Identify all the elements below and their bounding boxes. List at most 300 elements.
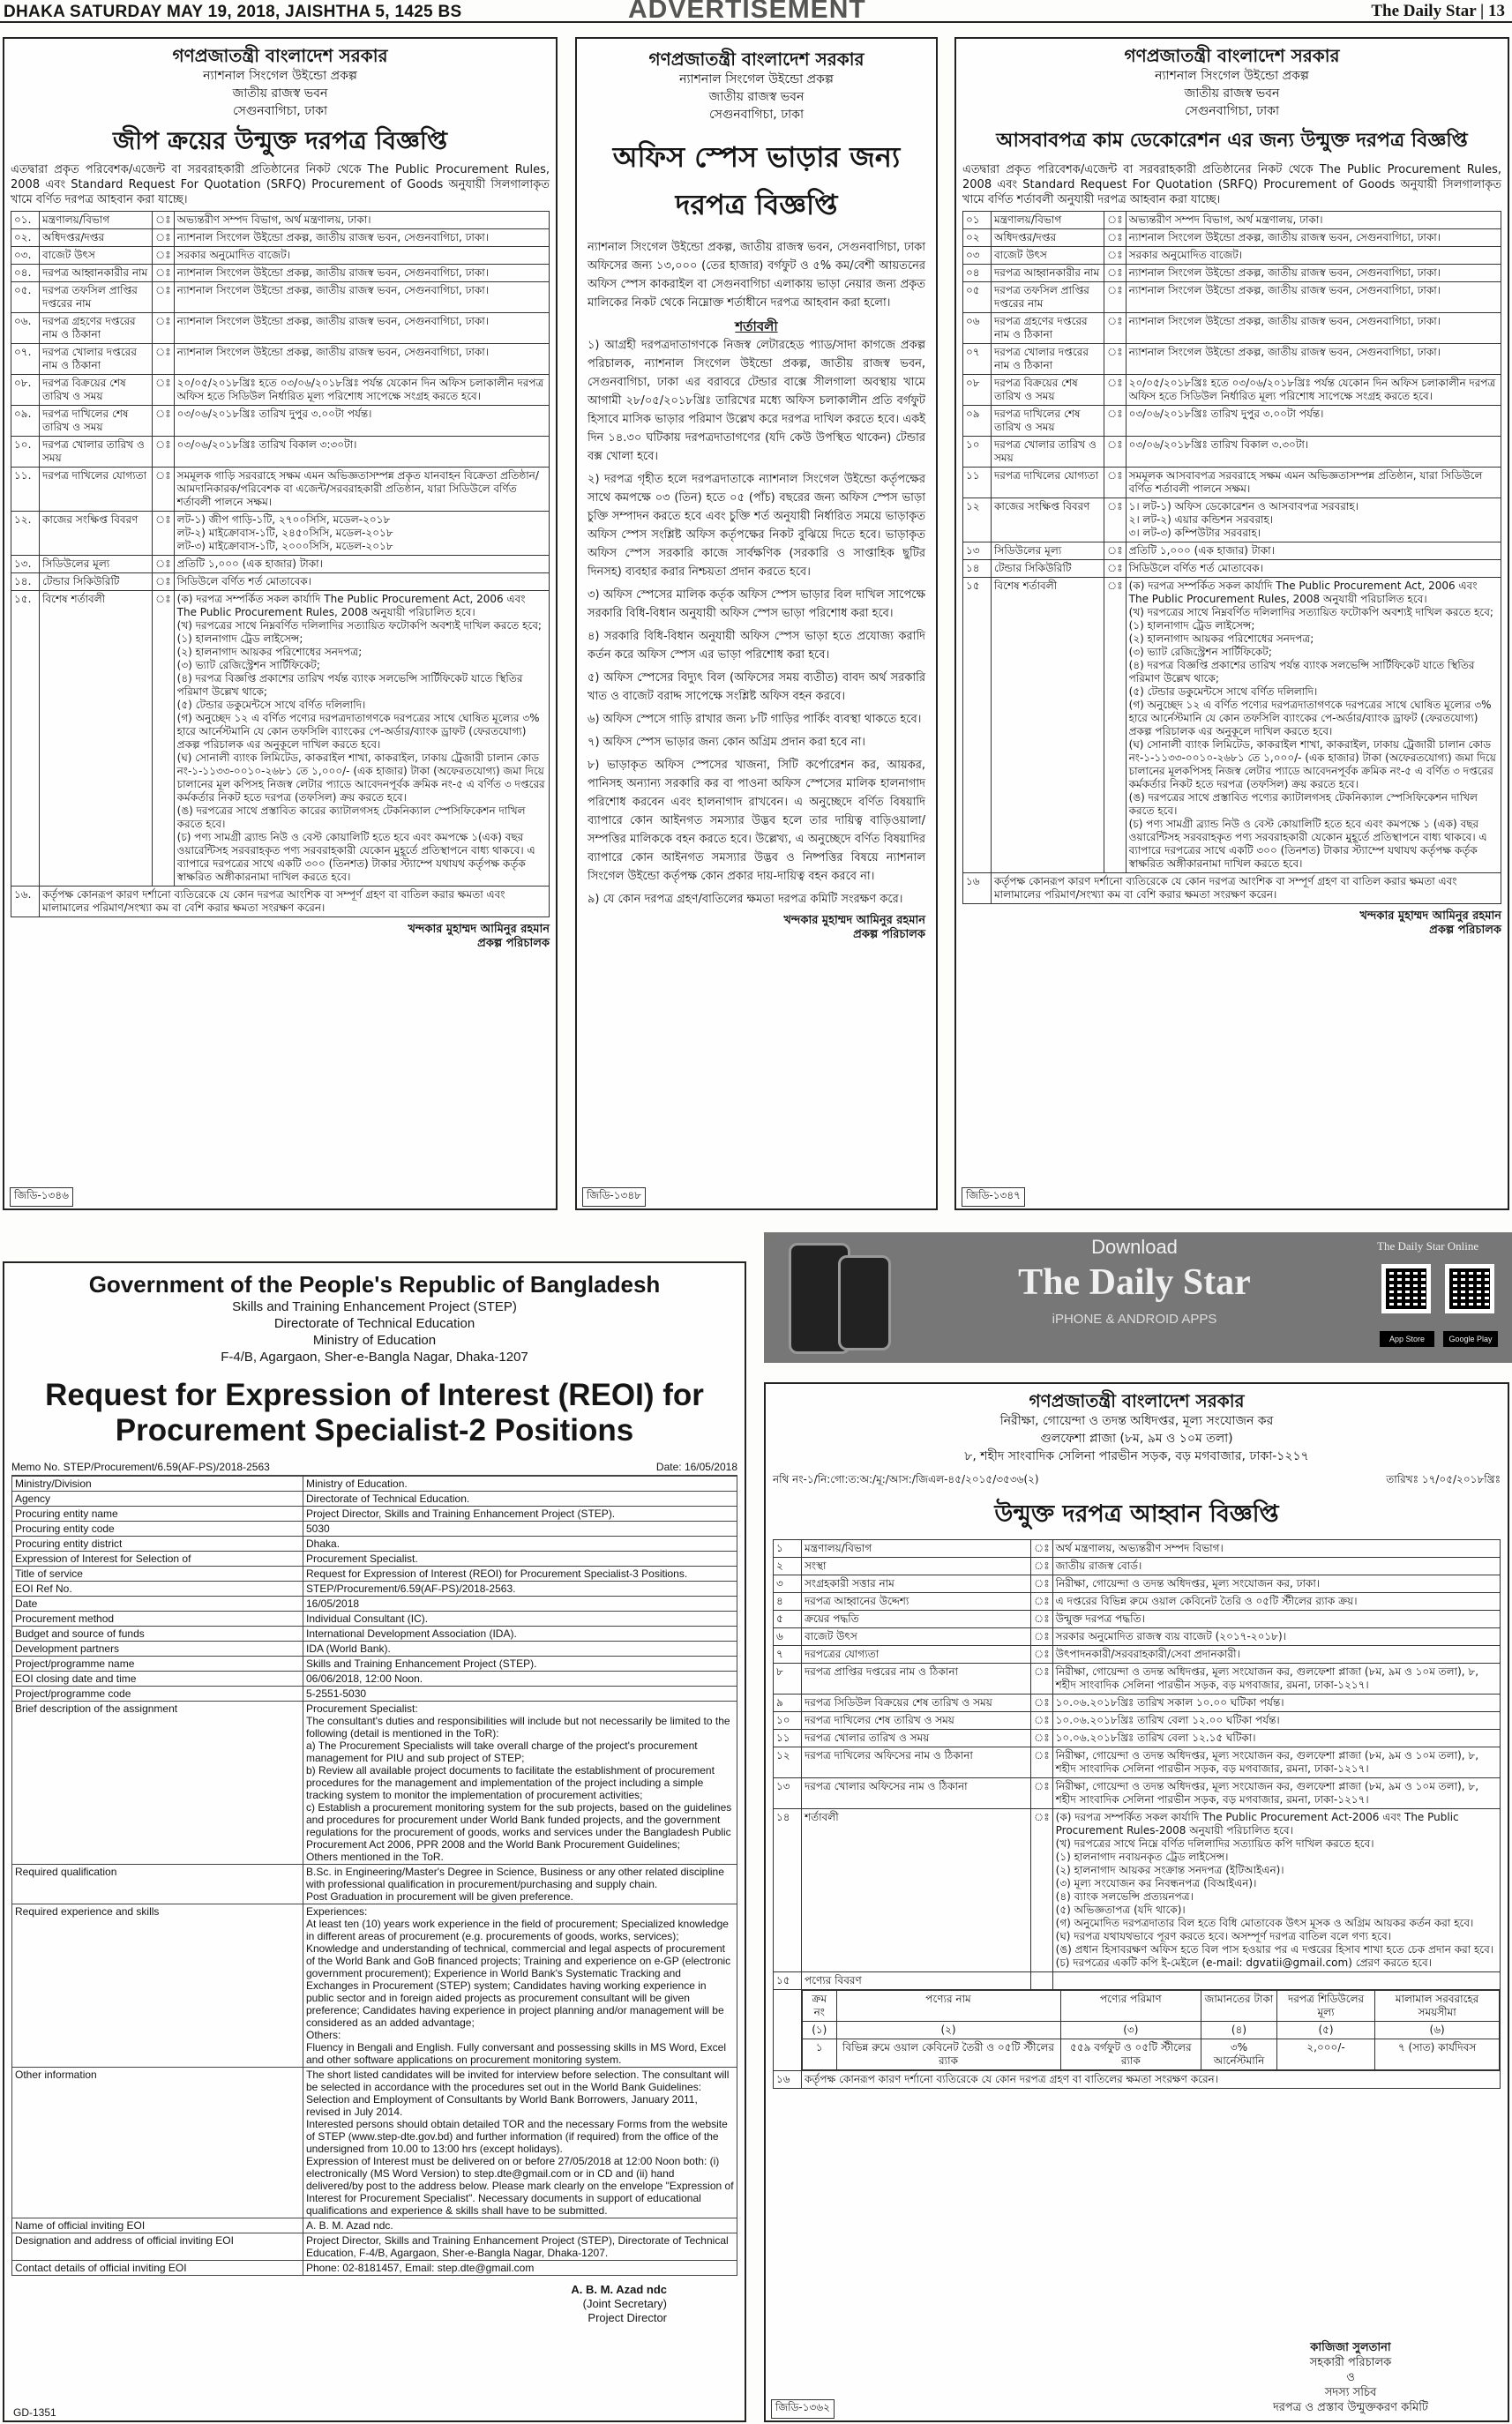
- row-label: দরপত্র আহ্বানকারীর নাম: [992, 265, 1104, 282]
- table-row: [12, 1492, 737, 1507]
- gov-heading: গণপ্রজাতন্ত্রী বাংলাদেশ সরকার: [172, 45, 388, 66]
- row-number: ১২: [963, 498, 992, 542]
- row-number: ০৭: [963, 344, 992, 375]
- row-value: ন্যাশনাল সিংগেল উইন্ডো প্রকল্প, জাতীয় রাজস্ব ভবন, সেগুনবাগিচা, ঢাকা।: [174, 313, 549, 344]
- row-label: দরপত্র খোলার তারিখ ও সময়: [802, 1730, 1031, 1747]
- row-value: ন্যাশনাল সিংগেল উইন্ডো প্রকল্প, জাতীয় রাজস্ব ভবন, সেগুনবাগিচা, ঢাকা।: [1126, 313, 1501, 344]
- row-value: সিডিউলে বর্ণিত শর্ত মোতাবেক।: [1126, 560, 1501, 578]
- row-label: টেন্ডার সিকিউরিটি: [40, 573, 153, 591]
- term-item: ৫) অফিস স্পেসের বিদ্যুৎ বিল (অফিসের সময় ব্যতীত) বাবদ অর্থ সরকারি খাত ও বাজেট বরাদ্দ সাপেক্ষে সংশ্লিষ্ট অফিস বহন করবে।: [588, 671, 925, 703]
- signatory-name: খন্দকার মুহাম্মদ আমিনুর রহমান: [783, 914, 925, 927]
- table-row: ১২ কাজের সংক্ষিপ্ত বিবরণ ঃ ১। লট-১) অফিস ডেকোরেশন ও আসবাবপত্র সরবরাহ। ২। লট-২) এয়ার কন্ডিশন সরবরাহ। ৩। লট-৩) কম্পিউটার সরবরাহ।: [963, 498, 1501, 542]
- memo-date: Date: 16/05/2018: [655, 1461, 737, 1473]
- row-number: ১৪: [963, 560, 992, 578]
- row-value: ন্যাশনাল সিংগেল উইন্ডো প্রকল্প, জাতীয় রাজস্ব ভবন, সেগুনবাগিচা, ঢাকা।: [174, 282, 549, 313]
- row-value: ২০/০৫/২০১৮খ্রিঃ হতে ০৩/০৬/২০১৮খ্রিঃ পর্যন্ত যেকোন দিন অফিস চলাকালীন দরপত্র অফিস হতে সিডিউল নির্ধারিত মূল্য পরিশোধ সাপেক্ষে সংগ্রহ করতে হবে।: [1126, 375, 1501, 406]
- ad-brand-logo: The Daily Star: [1018, 1262, 1251, 1303]
- project-name: ন্যাশনাল সিংগেল উইন্ডো প্রকল্প: [679, 72, 834, 86]
- row-value: অভ্যন্তরীণ সম্পদ বিভাগ, অর্থ মন্ত্রণালয়, ঢাকা।: [1126, 212, 1501, 229]
- project-name: ন্যাশনাল সিংগেল উইন্ডো প্রকল্প: [203, 69, 357, 83]
- row-label: দরপত্র বিক্রয়ের শেষ তারিখ ও সময়: [992, 375, 1104, 406]
- row-label: মন্ত্রণালয়/বিভাগ: [992, 212, 1104, 229]
- row-number: ০৩.: [11, 247, 40, 265]
- table-row: ১৪ টেন্ডার সিকিউরিটি ঃ সিডিউলে বর্ণিত শর্ত মোতাবেক।: [963, 560, 1501, 578]
- row-label: EOI closing date and time: [12, 1672, 303, 1687]
- row-label: কাজের সংক্ষিপ্ত বিবরণ: [40, 512, 153, 556]
- goods-cell: ক্রম নং: [803, 1991, 837, 2022]
- section-title: ADVERTISEMENT: [628, 0, 866, 23]
- row-label: সংস্থা: [802, 1558, 1031, 1575]
- row-label: কাজের সংক্ষিপ্ত বিবরণ: [992, 498, 1104, 542]
- row-value: 5030: [303, 1522, 737, 1537]
- gd-code: জিডি-১৩৬২: [771, 2399, 835, 2419]
- row-label: বাজেট উৎস: [992, 247, 1104, 265]
- row-label: মন্ত্রণালয়/বিভাগ: [802, 1540, 1031, 1558]
- row-label: দরপত্র দাখিলের শেষ তারিখ ও সময়: [992, 406, 1104, 437]
- table-row: ০৫ দরপত্র তফসিল প্রাপ্তির দপ্তরের নাম ঃ ন্যাশনাল সিংগেল উইন্ডো প্রকল্প, জাতীয় রাজস্ব ভবন, সেগুনবাগিচা, ঢাকা।: [963, 282, 1501, 313]
- row-number: ০৫: [963, 282, 992, 313]
- row-value: Skills and Training Enhancement Project (STEP).: [303, 1657, 737, 1672]
- row-label: বিশেষ শর্তাবলী: [992, 578, 1104, 873]
- row-number: ১৪.: [11, 573, 40, 591]
- row-label: Procurement method: [12, 1612, 303, 1627]
- row-label: দরপত্র আহ্বানকারীর নাম: [40, 265, 153, 282]
- row-label: দরপত্র খোলার অফিসের নাম ও ঠিকানা: [802, 1778, 1031, 1809]
- notice-intro: এতদ্বারা প্রকৃত পরিবেশক/এজেন্ট বা সরবরাহকারী প্রতিষ্ঠানের নিকট থেকে The Public Procurement Rules, 2008 এবং Standard Request For Quotation (SRFQ) Procurement of Goods অনুযায়ী সিলগালাকৃত খামে বর্ণিত দরপত্র আহবান করা যাচ্ছে।: [11, 163, 550, 206]
- row-value: প্রতিটি ১,০০০ (এক হাজার) টাকা।: [1126, 542, 1501, 560]
- table-row: [12, 1702, 737, 1865]
- row-value: 16/05/2018: [303, 1597, 737, 1612]
- term-item: ৭) অফিস স্পেস ভাড়ার জন্য কোন অগ্রিম প্রদান করা হবে না।: [588, 736, 865, 749]
- table-row: ৯ দরপত্র সিডিউল বিক্রয়ের শেষ তারিখ ও সময় ঃ ১০.০৬.২০১৮খ্রিঃ তারিখ সকাল ১০.০০ ঘটিকা পর্যন্ত।: [774, 1695, 1501, 1712]
- office-address: ৮, শহীদ সাংবাদিক সেলিনা পারভীন সড়ক, বড় মগবাজার, ঢাকা-১২১৭: [964, 1449, 1309, 1463]
- row-number: ১৫: [963, 578, 992, 873]
- qr-code-icon[interactable]: [1445, 1264, 1494, 1313]
- row-number: ৭: [774, 1646, 802, 1664]
- row-label: Project/programme name: [12, 1657, 303, 1672]
- row-number: ০৪: [963, 265, 992, 282]
- row-value: Procurement Specialist.: [303, 1552, 737, 1567]
- goods-cell: (৫): [1276, 2022, 1374, 2039]
- row-number: ১০: [963, 437, 992, 468]
- table-row: ০৬ দরপত্র গ্রহণের দপ্তরের নাম ও ঠিকানা ঃ ন্যাশনাল সিংগেল উইন্ডো প্রকল্প, জাতীয় রাজস্ব ভবন, সেগুনবাগিচা, ঢাকা।: [963, 313, 1501, 344]
- row-value: এ দপ্তরের বিভিন্ন রুমে ওয়াল কেবিনেট তৈরি ও ০৫টি স্টীলের র‍্যাক ক্রয়।: [1052, 1593, 1500, 1611]
- row-label: Name of official inviting EOI: [12, 2218, 303, 2233]
- signatory-title: Project Director: [588, 2311, 667, 2324]
- row-label: অধিদপ্তর/দপ্তর: [40, 229, 153, 247]
- row-number: ০৯: [963, 406, 992, 437]
- row-number: ১১: [963, 468, 992, 498]
- row-value: 06/06/2018, 12:00 Noon.: [303, 1672, 737, 1687]
- row-label: দরপত্র খোলার তারিখ ও সময়: [40, 437, 153, 468]
- table-row: ২ সংস্থা ঃ জাতীয় রাজস্ব বোর্ড।: [774, 1558, 1501, 1575]
- table-row: [12, 1865, 737, 1904]
- notice-title: জীপ ক্রয়ের উন্মুক্ত দরপত্র বিজ্ঞপ্তি: [113, 126, 447, 155]
- goods-cell: ৩% আর্নেস্টমানি: [1201, 2039, 1277, 2070]
- goods-cell: ১: [803, 2039, 837, 2070]
- app-store-badge[interactable]: App Store: [1380, 1331, 1434, 1347]
- row-label: Date: [12, 1597, 303, 1612]
- table-row: ৭ দরপত্রের যোগ্যতা ঃ উৎপাদনকারী/সরবরাহকারী/সেবা প্রদানকারী।: [774, 1646, 1501, 1664]
- table-row: ০৪. দরপত্র আহ্বানকারীর নাম ঃ ন্যাশনাল সিংগেল উইন্ডো প্রকল্প, জাতীয় রাজস্ব ভবন, সেগুনবাগিচা, ঢাকা।: [11, 265, 550, 282]
- row-label: দরপত্র দাখিলের শেষ তারিখ ও সময়: [40, 406, 153, 437]
- row-label: অধিদপ্তর/দপ্তর: [992, 229, 1104, 247]
- table-row: [12, 1567, 737, 1582]
- goods-cell: বিভিন্ন রুমে ওয়াল কেবিনেট তৈরী ও ০৫টি স্টীলের র‍্যাক: [836, 2039, 1060, 2070]
- table-row: ০২ অধিদপ্তর/দপ্তর ঃ ন্যাশনাল সিংগেল উইন্ডো প্রকল্প, জাতীয় রাজস্ব ভবন, সেগুনবাগিচা, ঢাকা।: [963, 229, 1501, 247]
- table-row: [12, 1507, 737, 1522]
- row-value: ২০/০৫/২০১৮খ্রিঃ হতে ০৩/০৬/২০১৮খ্রিঃ পর্যন্ত যেকোন দিন অফিস চলাকালীন দরপত্র অফিস হতে সিডিউল নির্ধারিত মূল্য পরিশোধ সাপেক্ষে সংগ্রহ করতে হবে।: [174, 375, 549, 406]
- row-number: ০৫.: [11, 282, 40, 313]
- row-label: Agency: [12, 1492, 303, 1507]
- terms-list: [588, 336, 925, 909]
- row-number: ০৯.: [11, 406, 40, 437]
- table-row: [12, 2233, 737, 2261]
- table-row: ৪ দরপত্র আহ্বানের উদ্দেশ্য ঃ এ দপ্তরের বিভিন্ন রুমে ওয়াল কেবিনেট তৈরি ও ০৫টি স্টীলের র‍্যাক ক্রয়।: [774, 1593, 1501, 1611]
- row-value: Dhaka.: [303, 1537, 737, 1552]
- row-value: সমমূলক গাড়ি সরবরাহে সক্ষম এমন অভিজ্ঞতাসম্পন্ন প্রকৃত যানবাহন বিক্রেতা প্রতিষ্ঠান/আমদানিকারক/পরিবেশক বা এজেন্ট/সরবরাহকারী প্রতিষ্ঠান, যারা সিডিউলে বর্ণিত শর্তাবলী পালনে সক্ষম।: [174, 468, 549, 512]
- row-label: দরপত্র খোলার তারিখ ও সময়: [992, 437, 1104, 468]
- tender-table: [11, 211, 550, 917]
- table-row: ০২. অধিদপ্তর/দপ্তর ঃ ন্যাশনাল সিংগেল উইন্ডো প্রকল্প, জাতীয় রাজস্ব ভবন, সেগুনবাগিচা, ঢাকা।: [11, 229, 550, 247]
- row-label: Budget and source of funds: [12, 1627, 303, 1642]
- goods-cell: জামানতের টাকা: [1201, 1991, 1277, 2022]
- table-row: ০৬. দরপত্র গ্রহণের দপ্তরের নাম ও ঠিকানা ঃ ন্যাশনাল সিংগেল উইন্ডো প্রকল্প, জাতীয় রাজস্ব ভবন, সেগুনবাগিচা, ঢাকা।: [11, 313, 550, 344]
- row-number: ২: [774, 1558, 802, 1575]
- notice-intro: ন্যাশনাল সিংগেল উইন্ডো প্রকল্প, জাতীয় রাজস্ব ভবন, সেগুনবাগিচা, ঢাকা অফিসের জন্য ১৩,০০০ (তের হাজার) বর্গফুট ও ৫% কম/বেশী আয়তনের অফিস স্পেস কাকরাইল বা সেগুনবাগিচা এলাকায় ভাড়া নেয়ার জন্য প্রকৃত মালিকের নিকট থেকে নিম্নোক্ত শর্তাধীনে দরপত্র আহবান করা হলো।: [588, 241, 925, 310]
- table-row: [12, 1522, 737, 1537]
- row-number: ১৩.: [11, 556, 40, 573]
- row-label: EOI Ref No.: [12, 1582, 303, 1597]
- table-row: ০১ মন্ত্রণালয়/বিভাগ ঃ অভ্যন্তরীণ সম্পদ বিভাগ, অর্থ মন্ত্রণালয়, ঢাকা।: [963, 212, 1501, 229]
- row-value: Experiences: At least ten (10) years work experience in the field of procurement; Specialized knowledge in different areas of procurement (e.g. procurements of goods, works, services); Knowledge and understanding of technical, commercial and legal aspects of procurement of the World Bank and GoB financed projects; Training and experience on e-GP (electronic government procurement); Experience in World Bank's Systematic Tracking and Exchanges in Procurement (STEP) system; Candidates having working experience in public sector and in foreign aided projects as procurement consultant will be given preference; Candidates having experience in project planning and/or management will be considered as an added advantage; Others: Fluency in Bengali and English. Fully conversant and possessing skills in MS Word, Excel and other software applications on procurement monitoring system.: [303, 1904, 737, 2068]
- table-row: ১০. দরপত্র খোলার তারিখ ও সময় ঃ ০৩/০৬/২০১৮খ্রিঃ তারিখ বিকাল ৩:৩০টা।: [11, 437, 550, 468]
- row-number: ১৬: [774, 2071, 802, 2089]
- table-row: ০৯ দরপত্র দাখিলের শেষ তারিখ ও সময় ঃ ০৩/০৬/২০১৮খ্রিঃ তারিখ দুপুর ৩.০০টা পর্যন্ত।: [963, 406, 1501, 437]
- row-label: বাজেট উৎস: [802, 1628, 1031, 1646]
- terms-heading: শর্তাবলী: [735, 318, 778, 334]
- goods-cell: পণ্যের পরিমাণ: [1060, 1991, 1201, 2022]
- ministry-name: Ministry of Education: [312, 1333, 437, 1348]
- signatory-name: খন্দকার মুহাম্মদ আমিনুর রহমান: [408, 923, 550, 936]
- office-name: জাতীয় রাজস্ব ভবন: [1184, 86, 1280, 101]
- row-value: The short listed candidates will be invited for interview before selection. The consultant will be selected in accordance with the procedures set out in the World Bank Guidelines: Selection and Employment of Consultants by World Bank Borrowers, January 2011, revised in July 2014. Interested persons should obtain detailed TOR and the necessary Forms from the website of STEP (www.step-dte.gov.bd) and further information (if required) from the office of the undersigned from 10.00 to 13:00 hrs (except holidays). Expression of Interest must be delivered on or before 27/05/2018 at 12:00 Noon both: (i) electronically (MS Word Version) to step.dte@gmail.com or in CD and (ii) hand delivered/by post to the address below. Please mark clearly on the envelope "Expression of Interest for Procurement Specialist". Necessary documents in support of educational qualifications and experience & skills shall have to be submitted.: [303, 2068, 737, 2218]
- row-value: A. B. M. Azad ndc.: [303, 2218, 737, 2233]
- row-value: অর্থ মন্ত্রণালয়, অভ্যন্তরীণ সম্পদ বিভাগ।: [1052, 1540, 1500, 1558]
- row-label: দরপত্রের যোগ্যতা: [802, 1646, 1031, 1664]
- row-number: ০২: [963, 229, 992, 247]
- row-label: Brief description of the assignment: [12, 1702, 303, 1865]
- row-label: দরপত্র দাখিলের শেষ তারিখ ও সময়: [802, 1712, 1031, 1730]
- row-value: Project Director, Skills and Training Enhancement Project (STEP).: [303, 1507, 737, 1522]
- notice-vat-cabinet: [764, 1382, 1509, 2422]
- table-row: ১১ দরপত্র দাখিলের যোগ্যতা ঃ সমমূলক আসবাবপত্র সরবরাহে সক্ষম এমন অভিজ্ঞতাসম্পন্ন প্রতিষ্ঠান, যারা সিডিউলে বর্ণিত শর্তাবলী পালনে সক্ষম।: [963, 468, 1501, 498]
- term-item: ৬) অফিস স্পেসে গাড়ি রাখার জন্য ৮টি গাড়ির পার্কিং ব্যবস্থা থাকতে হবে।: [588, 713, 922, 726]
- table-row: [963, 873, 1501, 904]
- term-item: ১) আগ্রহী দরপত্রদাতাগণকে নিজস্ব লেটারহেড প্যাড/সাদা কাগজে প্রকল্প পরিচালক, ন্যাশনাল সিংগেল উইন্ডো প্রকল্প, জাতীয় রাজস্ব ভবন, সেগুনবাগিচা, ঢাকা এর বরাবরে টেন্ডার বাক্সে সীলগালা অবস্থায় খামে আগামী ২৮/০৫/২০১৮খ্রিঃ তারিখের মধ্যে অফিস চলাকালীন প্রতি বর্গফুট হিসাবে মাসিক ভাড়ার পরিমাণ উল্লেখ করে দরপত্র দাখিল করতে হবে। একই দিন ১৪.৩০ ঘটিকায় দরপত্রদাতাগণের (যদি কেউ উপস্থিত থাকেন) টেন্ডার বক্স খোলা হবে।: [588, 339, 925, 463]
- table-row: ৮ দরপত্র প্রাপ্তির দপ্তরের নাম ও ঠিকানা ঃ নিরীক্ষা, গোয়েন্দা ও তদন্ত অধিদপ্তর, মূল্য সংযোজন কর, গুলফেশা প্লাজা (৮ম, ৯ম ও ১০ম তলা), ৮, শহীদ সাংবাদিক সেলিনা পারভীন সড়ক, বড় মগবাজার, রমনা, ঢাকা-১২১৭।: [774, 1664, 1501, 1695]
- row-number: ৯: [774, 1695, 802, 1712]
- google-play-badge[interactable]: Google Play: [1443, 1331, 1498, 1347]
- term-item: ৪) সরকারি বিধি-বিধান অনুযায়ী অফিস স্পেস ভাড়া হতে প্রযোজ্য করাদি কর্তন করে অফিস স্পেস এর ভাড়া পরিশোধ করা হবে।: [588, 630, 925, 662]
- row-label: Required experience and skills: [12, 1904, 303, 2068]
- row-label: দরপত্র তফসিল প্রাপ্তির দপ্তরের নাম: [40, 282, 153, 313]
- row-number: ০৩: [963, 247, 992, 265]
- row-label: সিডিউলের মূল্য: [40, 556, 153, 573]
- page-header-strip: [0, 0, 1512, 23]
- row-label: Title of service: [12, 1567, 303, 1582]
- notice-reoi: [3, 1261, 746, 2422]
- row-label: ক্রয়ের পদ্ধতি: [802, 1611, 1031, 1628]
- row-value: STEP/Procurement/6.59(AF-PS)/2018-2563.: [303, 1582, 737, 1597]
- table-row: [12, 1904, 737, 2068]
- reoi-table: [11, 1476, 737, 2276]
- row-label: পণ্যের বিবরণ: [802, 1972, 1031, 1990]
- notice-title: উন্মুক্ত দরপত্র আহ্বান বিজ্ঞপ্তি: [994, 1500, 1279, 1528]
- table-row: [12, 1477, 737, 1492]
- table-row: ১৫ বিশেষ শর্তাবলী ঃ (ক) দরপত্র সম্পর্কিত সকল কার্যাদি The Public Procurement Act, 2006 এবং The Public Procurement Rules, 2008 অনুযায়ী পরিচালিত হবে। (খ) দরপত্রের সাথে নিম্নবর্ণিত দলিলাদির সত্যায়িত ফটোকপি অবশ্যই দাখিল করতে হবে; (১) হালনাগাদ ট্রেড লাইসেন্স; (২) হালনাগাদ আয়কর পরিশোধের সনদপত্র; (৩) ভ্যাট রেজিস্ট্রেশন সার্টিফিকেট; (৪) দরপত্র বিজ্ঞপ্তি প্রকাশের তারিখ পর্যন্ত ব্যাংক সলভেন্সি সার্টিফিকেট যাতে স্থিতির পরিমাণ উল্লেখ থাকে; (৫) টেন্ডার ডকুমেন্টসে সাথে বর্ণিত দলিলাদি। (গ) অনুচ্ছেদ ১২ এ বর্ণিত পণ্যের দরপত্রদাতাগণকে দরপত্রের সাথে ঘোষিত মূল্যের ৩% হারে আর্নেস্টমানি যে কোন তফসিলি ব্যাংকের পে-অর্ডার/ব্যাংক ড্রাফট (ফেরতযোগ্য) প্রকল্প পরিচালক এর অনুকূলে দাখিল করতে হবে। (ঘ) সোনালী ব্যাংক লিমিটেড, কাকরাইল শাখা, কাকরাইল, ঢাকায় ট্রেজারী চালান কোড নং-১-১১৩৩-০০১০-২৬৮১ তে ১,০০০/- (এক হাজার) টাকা (অফেরতযোগ্য) জমা দিয়ে চালানের মূলকপিসহ নিজস্ব লেটার প্যাডে আবেদনপূর্বক ক্রমিক নং-৫ এ বর্ণিত ৩ দপ্তরের কর্মকর্তার নিকট হতে দরপত্র (তফসিল) ক্রয় করতে হবে। (ঙ) দরপত্রের সাথে প্রস্তাবিত পণ্যের ক্যাটালগসহ টেকনিক্যাল স্পেসিফিকেশন দাখিল করতে হবে। (চ) পণ্য সামগ্রী ব্র্যান্ড নিউ ও বেস্ট কোয়ালিটি হতে হবে এবং কমপক্ষে ১ (এক) বছর ওয়ারেন্টিসহ সরবরাহকৃত পণ্য সরবরাহকারী যেকোন মুহূর্তে প্রতিস্থাপনে বাধ্য থাকবে। এ ব্যাপারে দরপত্রের সাথে একটি ৩০০ (তিনশত) টাকার স্ট্যাম্পে যথাযথ কর্তৃপক্ষ কর্তৃক স্বাক্ষরিত অঙ্গীকারনামা দাখিল করতে হবে।: [963, 578, 1501, 873]
- table-row: ৬ বাজেট উৎস ঃ সরকার অনুমোদিত রাজস্ব ব্যয় বাজেট (২০১৭-২০১৮)।: [774, 1628, 1501, 1646]
- row-value: সরকার অনুমোদিত বাজেট।: [1126, 247, 1501, 265]
- row-value: International Development Association (IDA).: [303, 1627, 737, 1642]
- row-label: দরপত্র দাখিলের যোগ্যতা: [40, 468, 153, 512]
- row-label: Other information: [12, 2068, 303, 2218]
- table-row: [12, 2261, 737, 2276]
- row-value: (ক) দরপত্র সম্পর্কিত সকল কার্যাদি The Public Procurement Act, 2006 এবং The Public Procurement Rules, 2008 অনুযায়ী পরিচালিত হবে। (খ) দরপত্রের সাথে নিম্নবর্ণিত দলিলাদির সত্যায়িত ফটোকপি অবশ্যই দাখিল করতে হবে; (১) হালনাগাদ ট্রেড লাইসেন্স; (২) হালনাগাদ আয়কর পরিশোধের সনদপত্র; (৩) ভ্যাট রেজিস্ট্রেশন সার্টিফিকেট; (৪) দরপত্র বিজ্ঞপ্তি প্রকাশের তারিখ পর্যন্ত ব্যাংক সলভেন্সি সার্টিফিকেট যাতে স্থিতির পরিমাণ উল্লেখ থাকে; (৫) টেন্ডার ডকুমেন্টসে সাথে বর্ণিত দলিলাদি। (গ) অনুচ্ছেদ ১২ এ বর্ণিত পণ্যের দরপত্রদাতাগণকে দরপত্রের সাথে ঘোষিত মূল্যের ৩% হারে আর্নেস্টমানি যে কোন তফসিলি ব্যাংকের পে-অর্ডার/ব্যাংক ড্রাফট (ফেরতযোগ্য) প্রকল্প পরিচালক এর অনুকূলে দাখিল করতে হবে। (ঘ) সোনালী ব্যাংক লিমিটেড, কাকরাইল শাখা, কাকরাইল, ঢাকায় ট্রেজারী চালান কোড নং-১-১১৩৩-০০১০-২৬৮১ তে ১,০০০/- (এক হাজার) টাকা (অফেরতযোগ্য) জমা দিয়ে চালানের মূল কপিসহ নিজস্ব লেটার প্যাডে আবেদনপূর্বক ক্রমিক নং-৫ এ বর্ণিত ৩ দপ্তরের কর্মকর্তার নিকট হতে দরপত্র (তফসিল) ক্রয় করতে হবে। (ঙ) দরপত্রের সাথে প্রস্তাবিত কারের ক্যাটালগসহ টেকনিক্যাল স্পেসিফিকেশন দাখিল করতে হবে। (চ) পণ্য সামগ্রী ব্র্যান্ড নিউ ও বেস্ট কোয়ালিটি হতে হবে এবং কমপক্ষে ১(এক) বছর ওয়ারেন্টিসহ সরবরাহকৃত পণ্য সরবরাহকারী যেকোন মুহূর্তে প্রতিস্থাপনে বাধ্য থাকবে। এ ব্যাপারে দরপত্রের সাথে একটি ৩০০ (তিনশত) টাকার স্ট্যাম্পে যথাযথ কর্তৃপক্ষ কর্তৃক স্বাক্ষরিত অঙ্গীকারনামা দাখিল করতে হবে।: [174, 591, 549, 887]
- row-number: ০২.: [11, 229, 40, 247]
- table-row: ১৫. বিশেষ শর্তাবলী ঃ (ক) দরপত্র সম্পর্কিত সকল কার্যাদি The Public Procurement Act, 2006 এবং The Public Procurement Rules, 2008 অনুযায়ী পরিচালিত হবে। (খ) দরপত্রের সাথে নিম্নবর্ণিত দলিলাদির সত্যায়িত ফটোকপি অবশ্যই দাখিল করতে হবে; (১) হালনাগাদ ট্রেড লাইসেন্স; (২) হালনাগাদ আয়কর পরিশোধের সনদপত্র; (৩) ভ্যাট রেজিস্ট্রেশন সার্টিফিকেট; (৪) দরপত্র বিজ্ঞপ্তি প্রকাশের তারিখ পর্যন্ত ব্যাংক সলভেন্সি সার্টিফিকেট যাতে স্থিতির পরিমাণ উল্লেখ থাকে; (৫) টেন্ডার ডকুমেন্টসে সাথে বর্ণিত দলিলাদি। (গ) অনুচ্ছেদ ১২ এ বর্ণিত পণ্যের দরপত্রদাতাগণকে দরপত্রের সাথে ঘোষিত মূল্যের ৩% হারে আর্নেস্টমানি যে কোন তফসিলি ব্যাংকের পে-অর্ডার/ব্যাংক ড্রাফট (ফেরতযোগ্য) প্রকল্প পরিচালক এর অনুকূলে দাখিল করতে হবে। (ঘ) সোনালী ব্যাংক লিমিটেড, কাকরাইল শাখা, কাকরাইল, ঢাকায় ট্রেজারী চালান কোড নং-১-১১৩৩-০০১০-২৬৮১ তে ১,০০০/- (এক হাজার) টাকা (অফেরতযোগ্য) জমা দিয়ে চালানের মূল কপিসহ নিজস্ব লেটার প্যাডে আবেদনপূর্বক ক্রমিক নং-৫ এ বর্ণিত ৩ দপ্তরের কর্মকর্তার নিকট হতে দরপত্র (তফসিল) ক্রয় করতে হবে। (ঙ) দরপত্রের সাথে প্রস্তাবিত কারের ক্যাটালগসহ টেকনিক্যাল স্পেসিফিকেশন দাখিল করতে হবে। (চ) পণ্য সামগ্রী ব্র্যান্ড নিউ ও বেস্ট কোয়ালিটি হতে হবে এবং কমপক্ষে ১(এক) বছর ওয়ারেন্টিসহ সরবরাহকৃত পণ্য সরবরাহকারী যেকোন মুহূর্তে প্রতিস্থাপনে বাধ্য থাকবে। এ ব্যাপারে দরপত্রের সাথে একটি ৩০০ (তিনশত) টাকার স্ট্যাম্পে যথাযথ কর্তৃপক্ষ কর্তৃক স্বাক্ষরিত অঙ্গীকারনামা দাখিল করতে হবে।: [11, 591, 550, 887]
- row-value: ০৩/০৬/২০১৮খ্রিঃ তারিখ বিকাল ৩:৩০টা।: [174, 437, 549, 468]
- row-number: ০৭.: [11, 344, 40, 375]
- table-row: ১০ দরপত্র খোলার তারিখ ও সময় ঃ ০৩/০৬/২০১৮খ্রিঃ তারিখ বিকাল ৩.৩০টা।: [963, 437, 1501, 468]
- table-row: ১৪ শর্তাবলী ঃ (ক) দরপত্র সম্পর্কিত সকল কার্যাদি The Public Procurement Act-2006 এবং The Public Procurement Rules-2008 অনুযায়ী পরিচালিত হবে। (খ) দরপত্রের সাথে নিম্নে বর্ণিত দলিলাদির সত্যায়িত কপি দাখিল করতে হবে। (১) হালনাগাদ নবায়নকৃত ট্রেড লাইসেন্স। (২) হালনাগাদ আয়কর সংক্রান্ত সনদপত্র (ইটিআইএন)। (৩) মূল্য সংযোজন কর নিবন্ধনপত্র (বিআইএন)। (৪) ব্যাংক সলভেন্সি প্রত্যয়নপত্র। (৫) অভিজ্ঞতাপত্র (যদি থাকে)। (গ) অনুমোদিত দরপত্রদাতার বিল হতে বিধি মোতাবেক উৎস মূসক ও অগ্রিম আয়কর কর্তন করা হবে। (ঘ) দরপত্র যথাযথভাবে পূরণ করতে হবে। অসম্পূর্ণ দরপত্র বাতিল বলে গণ্য হবে। (ঙ) প্রধান হিসাবরক্ষণ অফিস হতে বিল পাস হওয়ার পর এ দপ্তরের হিসাব শাখা হতে চেক প্রদান করা হবে। (চ) দরপত্রের একটি কপি ই-মেইলে (e-mail: dgvatii@gmail.com) প্রেরণ করতে হবে।: [774, 1809, 1501, 1972]
- goods-cell: (৩): [1060, 2022, 1201, 2039]
- ad-download-label: Download: [1091, 1236, 1178, 1258]
- directorate-name: Directorate of Technical Education: [273, 1316, 475, 1331]
- term-item: ৮) ভাড়াকৃত অফিস স্পেসের খাজনা, সিটি কর্পোরেশন কর, আয়কর, পানিসহ অন্যান্য সরকারি কর বা পাওনা অফিস স্পেসের মালিক হালনাগাদ পরিশোধ করবেন এবং হালনাগাদ রাখবেন। এ অনুচ্ছেদে বর্ণিত বিষয়াদি ব্যাপারে কোন আইনগত সমস্যার উদ্ভব হলে তার দায়িত্ব বাড়িওয়ালা/সম্পত্তির মালিককে বহন করতে হবে। উল্লেখ্য, এ অনুচ্ছেদে বর্ণিত বিষয়াদির ব্যাপারে কোন আইনগত সমস্যার উদ্ভব ও নিষ্পত্তির বিষয়ে ন্যাশনাল সিংগেল উইন্ডো কর্তৃপক্ষ কোন প্রকার দায়-দায়িত্ব বহন করবে না।: [588, 759, 925, 883]
- table-row: [12, 1612, 737, 1627]
- row-number: ১০: [774, 1712, 802, 1730]
- row-value: নিরীক্ষা, গোয়েন্দা ও তদন্ত অধিদপ্তর, মূল্য সংযোজন কর, গুলফেশা প্লাজা (৮ম, ৯ম ও ১০ম তলা), ৮, শহীদ সাংবাদিক সেলিনা পারভীন সড়ক, বড় মগবাজার, রমনা, ঢাকা-১২১৭।: [1052, 1664, 1500, 1695]
- app-download-ad[interactable]: [764, 1232, 1512, 1363]
- row-value: সরকার অনুমোদিত রাজস্ব ব্যয় বাজেট (২০১৭-২০১৮)।: [1052, 1628, 1500, 1646]
- notice-furniture-tender: [954, 37, 1509, 1210]
- committee-name: দরপত্র ও প্রস্তাব উন্মুক্তকরণ কমিটি: [1272, 2401, 1428, 2414]
- office-name: জাতীয় রাজস্ব ভবন: [708, 90, 805, 104]
- notice-title: আসবাবপত্র কাম ডেকোরেশন এর জন্য উন্মুক্ত দরপত্র বিজ্ঞপ্তি: [996, 130, 1468, 152]
- goods-cell: ৭ (সাত) কার্যদিবস: [1375, 2039, 1500, 2070]
- tender-table: [962, 211, 1501, 904]
- row-value: ১০.০৬.২০১৮খ্রিঃ তারিখ বেলা ১২.০০ ঘটিকা পর্যন্ত।: [1052, 1712, 1500, 1730]
- row-number: ০৬.: [11, 313, 40, 344]
- row-label: দরপত্র সিডিউল বিক্রয়ের শেষ তারিখ ও সময়: [802, 1695, 1031, 1712]
- signatory-title: প্রকল্প পরিচালক: [853, 928, 925, 941]
- row-number: ০১: [963, 212, 992, 229]
- row-value: লট-১) জীপ গাড়ি-১টি, ২৭০০সিসি, মডেল-২০১৮ লট-২) মাইক্রোবাস-১টি, ২৪৫০সিসি, মডেল-২০১৮ লট-৩) মাইক্রোবাস-১টি, ২০০০সিসি, মডেল-২০১৮: [174, 512, 549, 556]
- ref-number: নথি নং-১/নি:গো:ত:অ:/মূ:/আস:/জিএল-৪৫/২০১৫/৩৫৩৬(২): [773, 1473, 1039, 1485]
- table-row: [12, 1687, 737, 1702]
- table-row: [12, 1582, 737, 1597]
- row-number: ১০.: [11, 437, 40, 468]
- signatory-title: প্রকল্প পরিচালক: [1429, 924, 1501, 937]
- row-label: দরপত্র গ্রহণের দপ্তরের নাম ও ঠিকানা: [40, 313, 153, 344]
- row-number: ১১: [774, 1730, 802, 1747]
- table-row: ০৯. দরপত্র দাখিলের শেষ তারিখ ও সময় ঃ ০৩/০৬/২০১৮খ্রিঃ তারিখ দুপুর ৩.০০টা পর্যন্ত।: [11, 406, 550, 437]
- table-row: ০৪ দরপত্র আহ্বানকারীর নাম ঃ ন্যাশনাল সিংগেল উইন্ডো প্রকল্প, জাতীয় রাজস্ব ভবন, সেগুনবাগিচা, ঢাকা।: [963, 265, 1501, 282]
- row-label: দরপত্র গ্রহণের দপ্তরের নাম ও ঠিকানা: [992, 313, 1104, 344]
- ref-date: তারিখঃ ১৭/০৫/২০১৮খ্রিঃ: [1386, 1473, 1501, 1485]
- signatory-name: A. B. M. Azad ndc: [571, 2283, 667, 2296]
- table-row: ১৩. সিডিউলের মূল্য ঃ প্রতিটি ১,০০০ (এক হাজার) টাকা।: [11, 556, 550, 573]
- row-label: Contact details of official inviting EOI: [12, 2261, 303, 2276]
- table-row: [12, 2068, 737, 2218]
- notice-title-line2: দরপত্র বিজ্ঞপ্তি: [675, 188, 838, 221]
- row-number: ১৪: [774, 1809, 802, 1972]
- row-label: দরপত্র তফসিল প্রাপ্তির দপ্তরের নাম: [992, 282, 1104, 313]
- notice-jeep-tender: [3, 37, 558, 1210]
- table-row: ০৩ বাজেট উৎস ঃ সরকার অনুমোদিত বাজেট।: [963, 247, 1501, 265]
- row-number: ৬: [774, 1628, 802, 1646]
- row-number: ১৫.: [11, 591, 40, 887]
- row-value: Ministry of Education.: [303, 1477, 737, 1492]
- table-row: [12, 1672, 737, 1687]
- row-value: Directorate of Technical Education.: [303, 1492, 737, 1507]
- row-value: (ক) দরপত্র সম্পর্কিত সকল কার্যাদি The Public Procurement Act, 2006 এবং The Public Procurement Rules, 2008 অনুযায়ী পরিচালিত হবে। (খ) দরপত্রের সাথে নিম্নবর্ণিত দলিলাদির সত্যায়িত ফটোকপি অবশ্যই দাখিল করতে হবে; (১) হালনাগাদ ট্রেড লাইসেন্স; (২) হালনাগাদ আয়কর পরিশোধের সনদপত্র; (৩) ভ্যাট রেজিস্ট্রেশন সার্টিফিকেট; (৪) দরপত্র বিজ্ঞপ্তি প্রকাশের তারিখ পর্যন্ত ব্যাংক সলভেন্সি সার্টিফিকেট যাতে স্থিতির পরিমাণ উল্লেখ থাকে; (৫) টেন্ডার ডকুমেন্টসে সাথে বর্ণিত দলিলাদি। (গ) অনুচ্ছেদ ১২ এ বর্ণিত পণ্যের দরপত্রদাতাগণকে দরপত্রের সাথে ঘোষিত মূল্যের ৩% হারে আর্নেস্টমানি যে কোন তফসিলি ব্যাংকের পে-অর্ডার/ব্যাংক ড্রাফট (ফেরতযোগ্য) প্রকল্প পরিচালক এর অনুকূলে দাখিল করতে হবে। (ঘ) সোনালী ব্যাংক লিমিটেড, কাকরাইল শাখা, কাকরাইল, ঢাকায় ট্রেজারী চালান কোড নং-১-১১৩৩-০০১০-২৬৮১ তে ১,০০০/- (এক হাজার) টাকা (অফেরতযোগ্য) জমা দিয়ে চালানের মূলকপিসহ নিজস্ব লেটার প্যাডে আবেদনপূর্বক ক্রমিক নং-৫ এ বর্ণিত ৩ দপ্তরের কর্মকর্তার নিকট হতে দরপত্র (তফসিল) ক্রয় করতে হবে। (ঙ) দরপত্রের সাথে প্রস্তাবিত পণ্যের ক্যাটালগসহ টেকনিক্যাল স্পেসিফিকেশন দাখিল করতে হবে। (চ) পণ্য সামগ্রী ব্র্যান্ড নিউ ও বেস্ট কোয়ালিটি হতে হবে এবং কমপক্ষে ১ (এক) বছর ওয়ারেন্টিসহ সরবরাহকৃত পণ্য সরবরাহকারী যেকোন মুহূর্তে প্রতিস্থাপনে বাধ্য থাকবে। এ ব্যাপারে দরপত্রের সাথে একটি ৩০০ (তিনশত) টাকার স্ট্যাম্পে যথাযথ কর্তৃপক্ষ কর্তৃক স্বাক্ষরিত অঙ্গীকারনামা দাখিল করতে হবে।: [1126, 578, 1501, 873]
- row-value: ন্যাশনাল সিংগেল উইন্ডো প্রকল্প, জাতীয় রাজস্ব ভবন, সেগুনবাগিচা, ঢাকা।: [174, 265, 549, 282]
- goods-cell: পণ্যের নাম: [836, 1991, 1060, 2022]
- row-label: শর্তাবলী: [802, 1809, 1031, 1972]
- row-label: Project/programme code: [12, 1687, 303, 1702]
- table-row: [12, 1537, 737, 1552]
- row-value: ন্যাশনাল সিংগেল উইন্ডো প্রকল্প, জাতীয় রাজস্ব ভবন, সেগুনবাগিচা, ঢাকা।: [1126, 229, 1501, 247]
- row-value: কর্তৃপক্ষ কোনরূপ কারণ দর্শানো ব্যতিরেকে যে কোন দরপত্র আংশিক বা সম্পূর্ণ গ্রহণ বা বাতিল করার ক্ষমতা এবং মালামালের পরিমাণ/সংখ্যা কম বা বেশি করার ক্ষমতা সংরক্ষণ করেন।: [40, 887, 550, 917]
- row-number: ১৩: [774, 1778, 802, 1809]
- goods-cell: (৪): [1201, 2022, 1277, 2039]
- table-row: [12, 1657, 737, 1672]
- row-value: প্রতিটি ১,০০০ (এক হাজার) টাকা।: [174, 556, 549, 573]
- row-number: ০৪.: [11, 265, 40, 282]
- row-value: ১০.০৬.২০১৮খ্রিঃ তারিখ সকাল ১০.০০ ঘটিকা পর্যন্ত।: [1052, 1695, 1500, 1712]
- table-row: ০৩. বাজেট উৎস ঃ সরকার অনুমোদিত বাজেট।: [11, 247, 550, 265]
- table-row: ০৮ দরপত্র বিক্রয়ের শেষ তারিখ ও সময় ঃ ২০/০৫/২০১৮খ্রিঃ হতে ০৩/০৬/২০১৮খ্রিঃ পর্যন্ত যেকোন দিন অফিস চলাকালীন দরপত্র অফিস হতে সিডিউল নির্ধারিত মূল্য পরিশোধ সাপেক্ষে সংগ্রহ করতে হবে।: [963, 375, 1501, 406]
- signatory-role: সদস্য সচিব: [1324, 2386, 1377, 2399]
- row-label: Development partners: [12, 1642, 303, 1657]
- row-number: ০৮: [963, 375, 992, 406]
- row-number: ১৬.: [11, 887, 40, 917]
- row-number: ১৬: [963, 873, 992, 904]
- row-label: দরপত্র খোলার দপ্তরের নাম ও ঠিকানা: [40, 344, 153, 375]
- table-row: [12, 1552, 737, 1567]
- office-name: জাতীয় রাজস্ব ভবন: [232, 86, 328, 101]
- signatory-rank: (Joint Secretary): [582, 2297, 667, 2310]
- row-number: ১২: [774, 1747, 802, 1778]
- row-label: সিডিউলের মূল্য: [992, 542, 1104, 560]
- table-row: ১১ দরপত্র খোলার তারিখ ও সময় ঃ ১০.০৬.২০১৮খ্রিঃ তারিখ বেলা ১২.১৫ ঘটিকা।: [774, 1730, 1501, 1747]
- row-value: সিডিউলে বর্ণিত শর্ত মোতাবেক।: [174, 573, 549, 591]
- table-row: ০৭ দরপত্র খোলার দপ্তরের নাম ও ঠিকানা ঃ ন্যাশনাল সিংগেল উইন্ডো প্রকল্প, জাতীয় রাজস্ব ভবন, সেগুনবাগিচা, ঢাকা।: [963, 344, 1501, 375]
- row-value: উন্মুক্ত দরপত্র পদ্ধতি।: [1052, 1611, 1500, 1628]
- row-value: নিরীক্ষা, গোয়েন্দা ও তদন্ত অধিদপ্তর, মূল্য সংযোজন কর, গুলফেশা প্লাজা (৮ম, ৯ম ও ১০ম তলা), ৮, শহীদ সাংবাদিক সেলিনা পারভীন সড়ক, বড় মগবাজার, রমনা, ঢাকা-১২১৭।: [1052, 1778, 1500, 1809]
- row-value: জাতীয় রাজস্ব বোর্ড।: [1052, 1558, 1500, 1575]
- notice-title-line1: অফিস স্পেস ভাড়ার জন্য: [612, 140, 901, 174]
- notice-office-space: [575, 37, 938, 1210]
- signatory-title: সহকারী পরিচালক: [1309, 2356, 1392, 2369]
- table-row: [12, 1627, 737, 1642]
- signatory-name: কাজিজা সুলতানা: [1310, 2341, 1391, 2354]
- row-number: ১৫: [774, 1972, 802, 1990]
- row-number: ০১.: [11, 212, 40, 229]
- gd-code: জিডি-১৩৪৭: [962, 1187, 1025, 1207]
- row-value: নিরীক্ষা, গোয়েন্দা ও তদন্ত অধিদপ্তর, মূল্য সংযোজন কর, ঢাকা।: [1052, 1575, 1500, 1593]
- office-building: গুলফেশা প্লাজা (৮ম, ৯ম ও ১০ম তলা): [1040, 1432, 1233, 1446]
- signatory-name: খন্দকার মুহাম্মদ আমিনুর রহমান: [1359, 909, 1501, 923]
- row-label: মন্ত্রণালয়/বিভাগ: [40, 212, 153, 229]
- gd-code: GD-1351: [13, 2406, 56, 2419]
- office-address: সেগুনবাগিচা, ঢাকা: [232, 104, 328, 118]
- ad-online-label: The Daily Star Online: [1377, 1239, 1479, 1253]
- table-row: ৩ সংগ্রহকারী সত্তার নাম ঃ নিরীক্ষা, গোয়েন্দা ও তদন্ত অধিদপ্তর, মূল্য সংযোজন কর, ঢাকা।: [774, 1575, 1501, 1593]
- row-number: ৪: [774, 1593, 802, 1611]
- row-value: IDA (World Bank).: [303, 1642, 737, 1657]
- gov-heading: গণপ্রজাতন্ত্রী বাংলাদেশ সরকার: [1029, 1390, 1245, 1411]
- row-label: বিশেষ শর্তাবলী: [40, 591, 153, 887]
- table-row: [11, 887, 550, 917]
- row-value: Individual Consultant (IC).: [303, 1612, 737, 1627]
- notice-title: Request for Expression of Interest (REOI) for Procurement Specialist-2 Positions: [45, 1378, 704, 1448]
- row-number: ১৩: [963, 542, 992, 560]
- signatory-and: ও: [1346, 2371, 1355, 2384]
- row-value: ন্যাশনাল সিংগেল উইন্ডো প্রকল্প, জাতীয় রাজস্ব ভবন, সেগুনবাগিচা, ঢাকা।: [174, 229, 549, 247]
- row-value: ন্যাশনাল সিংগেল উইন্ডো প্রকল্প, জাতীয় রাজস্ব ভবন, সেগুনবাগিচা, ঢাকা।: [1126, 344, 1501, 375]
- table-row: ১২. কাজের সংক্ষিপ্ত বিবরণ ঃ লট-১) জীপ গাড়ি-১টি, ২৭০০সিসি, মডেল-২০১৮ লট-২) মাইক্রোবাস-১টি, ২৪৫০সিসি, মডেল-২০১৮ লট-৩) মাইক্রোবাস-১টি, ২০০০সিসি, মডেল-২০১৮: [11, 512, 550, 556]
- row-number: ৩: [774, 1575, 802, 1593]
- table-row: [12, 1642, 737, 1657]
- table-row: ১৩ সিডিউলের মূল্য ঃ প্রতিটি ১,০০০ (এক হাজার) টাকা।: [963, 542, 1501, 560]
- signatory-title: প্রকল্প পরিচালক: [477, 937, 550, 950]
- row-label: দরপত্র আহ্বানের উদ্দেশ্য: [802, 1593, 1031, 1611]
- gov-heading: Government of the People's Republic of Bangladesh: [88, 1271, 661, 1298]
- table-row: ১১. দরপত্র দাখিলের যোগ্যতা ঃ সমমূলক গাড়ি সরবরাহে সক্ষম এমন অভিজ্ঞতাসম্পন্ন প্রকৃত যানবাহন বিক্রেতা প্রতিষ্ঠান/আমদানিকারক/পরিবেশক বা এজেন্ট/সরবরাহকারী প্রতিষ্ঠান, যারা সিডিউলে বর্ণিত শর্তাবলী পালনে সক্ষম।: [11, 468, 550, 512]
- table-row: ১৩ দরপত্র খোলার অফিসের নাম ও ঠিকানা ঃ নিরীক্ষা, গোয়েন্দা ও তদন্ত অধিদপ্তর, মূল্য সংযোজন কর, গুলফেশা প্লাজা (৮ম, ৯ম ও ১০ম তলা), ৮, শহীদ সাংবাদিক সেলিনা পারভীন সড়ক, বড় মগবাজার, রমনা, ঢাকা-১২১৭।: [774, 1778, 1501, 1809]
- dateline: DHAKA SATURDAY MAY 19, 2018, JAISHTHA 5, 1425 BS: [4, 3, 462, 21]
- office-address: F-4/B, Agargaon, Sher-e-Bangla Nagar, Dhaka-1207: [221, 1350, 528, 1365]
- row-value: সরকার অনুমোদিত বাজেট।: [174, 247, 549, 265]
- row-value: (ক) দরপত্র সম্পর্কিত সকল কার্যাদি The Public Procurement Act-2006 এবং The Public Procurement Rules-2008 অনুযায়ী পরিচালিত হবে। (খ) দরপত্রের সাথে নিম্নে বর্ণিত দলিলাদির সত্যায়িত কপি দাখিল করতে হবে। (১) হালনাগাদ নবায়নকৃত ট্রেড লাইসেন্স। (২) হালনাগাদ আয়কর সংক্রান্ত সনদপত্র (ইটিআইএন)। (৩) মূল্য সংযোজন কর নিবন্ধনপত্র (বিআইএন)। (৪) ব্যাংক সলভেন্সি প্রত্যয়নপত্র। (৫) অভিজ্ঞতাপত্র (যদি থাকে)। (গ) অনুমোদিত দরপত্রদাতার বিল হতে বিধি মোতাবেক উৎস মূসক ও অগ্রিম আয়কর কর্তন করা হবে। (ঘ) দরপত্র যথাযথভাবে পূরণ করতে হবে। অসম্পূর্ণ দরপত্র বাতিল বলে গণ্য হবে। (ঙ) প্রধান হিসাবরক্ষণ অফিস হতে বিল পাস হওয়ার পর এ দপ্তরের হিসাব শাখা হতে চেক প্রদান করা হবে। (চ) দরপত্রের একটি কপি ই-মেইলে (e-mail: dgvatii@gmail.com) প্রেরণ করতে হবে।: [1052, 1809, 1500, 1972]
- row-value: ০৩/০৬/২০১৮খ্রিঃ তারিখ দুপুর ৩.০০টা পর্যন্ত।: [1126, 406, 1501, 437]
- row-value: ০৩/০৬/২০১৮খ্রিঃ তারিখ দুপুর ৩.০০টা পর্যন্ত।: [174, 406, 549, 437]
- row-number: ১: [774, 1540, 802, 1558]
- row-value: ন্যাশনাল সিংগেল উইন্ডো প্রকল্প, জাতীয় রাজস্ব ভবন, সেগুনবাগিচা, ঢাকা।: [1126, 282, 1501, 313]
- row-number: ০৮.: [11, 375, 40, 406]
- row-number: ১১.: [11, 468, 40, 512]
- row-value: সমমূলক আসবাবপত্র সরবরাহে সক্ষম এমন অভিজ্ঞতাসম্পন্ন প্রতিষ্ঠান, যারা সিডিউলে বর্ণিত শর্তাবলী পালনে সক্ষম।: [1126, 468, 1501, 498]
- qr-code-icon[interactable]: [1381, 1264, 1431, 1313]
- goods-table: [802, 1990, 1500, 2070]
- row-label: Ministry/Division: [12, 1477, 303, 1492]
- row-value: কর্তৃপক্ষ কোনরূপ কারণ দর্শানো ব্যতিরেকে যে কোন দরপত্র গ্রহণ বা বাতিলের ক্ষমতা সংরক্ষণ করেন।: [802, 2071, 1501, 2089]
- table-row: ০৮. দরপত্র বিক্রয়ের শেষ তারিখ ও সময় ঃ ২০/০৫/২০১৮খ্রিঃ হতে ০৩/০৬/২০১৮খ্রিঃ পর্যন্ত যেকোন দিন অফিস চলাকালীন দরপত্র অফিস হতে সিডিউল নির্ধারিত মূল্য পরিশোধ সাপেক্ষে সংগ্রহ করতে হবে।: [11, 375, 550, 406]
- row-number: ১২.: [11, 512, 40, 556]
- table-row: ০৫. দরপত্র তফসিল প্রাপ্তির দপ্তরের নাম ঃ ন্যাশনাল সিংগেল উইন্ডো প্রকল্প, জাতীয় রাজস্ব ভবন, সেগুনবাগিচা, ঢাকা।: [11, 282, 550, 313]
- table-row: ৫ ক্রয়ের পদ্ধতি ঃ উন্মুক্ত দরপত্র পদ্ধতি।: [774, 1611, 1501, 1628]
- term-item: ৩) অফিস স্পেসের মালিক কর্তৃক অফিস স্পেস ভাড়ার বিল দাখিল সাপেক্ষে সরকারি বিধি-বিধান অনুযায়ী অফিস স্পেস ভাড়া পরিশোধ করা হবে।: [588, 588, 925, 620]
- gov-heading: গণপ্রজাতন্ত্রী বাংলাদেশ সরকার: [1124, 45, 1340, 66]
- office-address: সেগুনবাগিচা, ঢাকা: [1184, 104, 1280, 118]
- term-item: ৯) যে কোন দরপত্র গ্রহণ/বাতিলের ক্ষমতা দরপত্র কমিটি সংরক্ষণ করে।: [588, 893, 903, 906]
- row-value: Phone: 02-8181457, Email: step.dte@gmail.com: [303, 2261, 737, 2276]
- masthead-page: The Daily Star | 13: [1371, 2, 1505, 20]
- row-number: ৮: [774, 1664, 802, 1695]
